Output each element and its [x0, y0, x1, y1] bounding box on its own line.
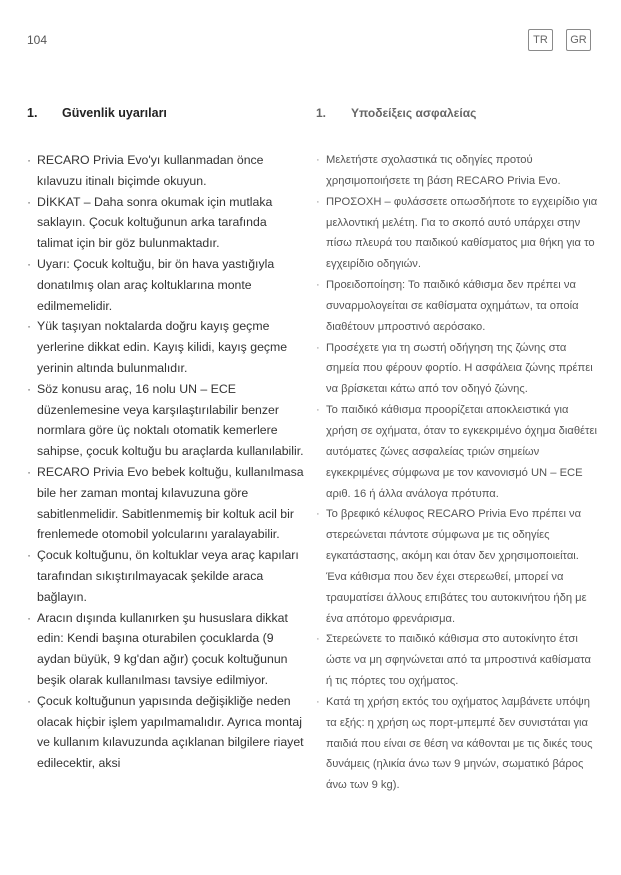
- list-item: · Μελετήστε σχολαστικά τις οδηγίες προτού χρησιμοποιήσετε τη βάση RECARO Privia Evo.: [316, 150, 598, 192]
- language-tab-tr[interactable]: TR: [528, 29, 553, 51]
- list-item: · Uyarı: Çocuk koltuğu, bir ön hava yastığıyla donatılmış olan araç koltuklarına monte edilmemelidir.: [27, 254, 305, 316]
- section-number-tr: 1.: [27, 106, 38, 120]
- section-heading-gr: [316, 106, 598, 120]
- list-item: · Το παιδικό κάθισμα προορίζεται αποκλειστικά για χρήση σε οχήματα, όταν το εγκεκριμένο όχημα διαθέτει αυτόματες ζώνες ασφαλείας τριών σημείων εγκεκριμένες σύμφωνα με τον κανονισμό UN – ECE αριθ. 16 ή άλλα ανάλογα πρότυπα.: [316, 400, 598, 504]
- safety-list-tr: [27, 150, 305, 774]
- greek-column: [316, 106, 598, 796]
- list-item: · Προειδοποίηση: Το παιδικό κάθισμα δεν πρέπει να συναρμολογείται σε καθίσματα οχημάτων, τα οποία διαθέτουν μπροστινό αερόσακο.: [316, 275, 598, 338]
- section-title-tr: Güvenlik uyarıları: [62, 106, 167, 120]
- section-title-gr: Υποδείξεις ασφαλείας: [351, 106, 477, 120]
- list-item: · Yük taşıyan noktalarda doğru kayış geçme yerlerine dikkat edin. Kayış kilidi, kayış geçme yerinin altında bulunmalıdır.: [27, 316, 305, 378]
- section-heading-tr: [27, 106, 305, 120]
- list-item: · Söz konusu araç, 16 nolu UN – ECE düzenlemesine veya karşılaştırılabilir benzer normlara göre üç noktalı otomatik kemerlere sahipse, çocuk koltuğu bu araçlarda kullanılabilir.: [27, 379, 305, 462]
- list-item: · Çocuk koltuğunun yapısında değişikliğe neden olacak hiçbir işlem yapılmamalıdır. Ayrıca montaj ve kullanım kılavuzunda açıklanan bilgilere riayet edilecektir, aksi: [27, 691, 305, 774]
- list-item: · Προσέχετε για τη σωστή οδήγηση της ζώνης στα σημεία που φέρουν φορτίο. Η ασφάλεια ζώνης πρέπει να βρίσκεται κάτω από τον οδηγό ζώνης.: [316, 338, 598, 401]
- list-item: · Aracın dışında kullanırken şu hususlara dikkat edin: Kendi başına oturabilen çocuklarda (9 aydan büyük, 9 kg'dan ağır) çocuk koltuğunun beşik olarak kullanılması tavsiye edilmiyor.: [27, 608, 305, 691]
- safety-list-gr: [316, 150, 598, 796]
- page-number: 104: [27, 33, 48, 47]
- section-number-gr: 1.: [316, 106, 327, 120]
- list-item: · RECARO Privia Evo'yı kullanmadan önce kılavuzu itinalı biçimde okuyun.: [27, 150, 305, 192]
- language-tab-gr[interactable]: GR: [566, 29, 591, 51]
- list-item: · Το βρεφικό κέλυφος RECARO Privia Evo πρέπει να στερεώνεται πάντοτε σύμφωνα με τις οδηγίες εγκατάστασης, ακόμη και όταν δεν χρησιμοποιείται. Ένα κάθισμα που δεν έχει στερεωθεί, μπορεί να τραυματίσει άλλους επιβάτες του αυτοκινήτου ήδη με ένα απότομο φρενάρισμα.: [316, 504, 598, 629]
- list-item: · ΠΡΟΣΟΧΗ – φυλάσσετε οπωσδήποτε το εγχειρίδιο για μελλοντική μελέτη. Για το σκοπό αυτό υπάρχει στην πίσω πλευρά του παιδικού καθίσματος μια θήκη για το εγχειρίδιο οδηγιών.: [316, 192, 598, 275]
- list-item: · Çocuk koltuğunu, ön koltuklar veya araç kapıları tarafından sıkıştırılmayacak şekilde araca bağlayın.: [27, 545, 305, 607]
- turkish-column: [27, 106, 305, 774]
- list-item: · DİKKAT – Daha sonra okumak için mutlaka saklayın. Çocuk koltuğunun arka tarafında talimat için bir göz bulunmaktadır.: [27, 192, 305, 254]
- list-item: · Στερεώνετε το παιδικό κάθισμα στο αυτοκίνητο έτσι ώστε να μη σφηνώνεται από τα μπροστινά καθίσματα ή τις πόρτες του οχήματος.: [316, 629, 598, 692]
- list-item: · RECARO Privia Evo bebek koltuğu, kullanılmasa bile her zaman montaj kılavuzuna göre sabitlenmelidir. Sabitlenmemiş bir koltuk acil bir frenlemede otomobil yolcularını yaralayabilir.: [27, 462, 305, 545]
- list-item: · Κατά τη χρήση εκτός του οχήματος λαμβάνετε υπόψη τα εξής: η χρήση ως πορτ-μπεμπέ δεν συνιστάται για παιδιά που είναι σε θέση να κάθονται με τις δικές τους δυνάμεις (ηλικία άνω των 9 μηνών, σωματικό βάρος άνω των 9 kg).: [316, 692, 598, 796]
